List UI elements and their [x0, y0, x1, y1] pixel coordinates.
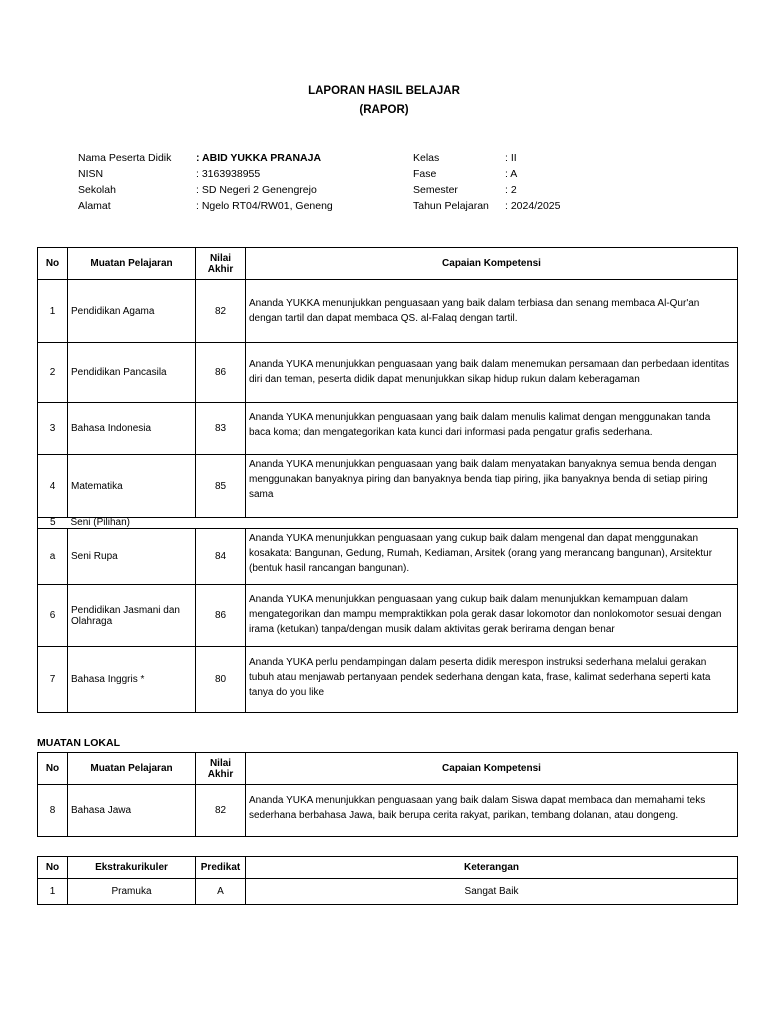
header-subject: Muatan Pelajaran	[68, 248, 196, 280]
row-score: 86	[196, 585, 246, 647]
table-row	[38, 280, 738, 343]
row-score: 80	[196, 647, 246, 713]
row-subject: Matematika	[68, 455, 196, 518]
row-subject: Pendidikan Agama	[68, 280, 196, 343]
semester-label: Semester	[413, 184, 458, 196]
school-year-value: : 2024/2025	[505, 200, 561, 212]
class-label: Kelas	[413, 152, 440, 164]
row-note: Sangat Baik	[246, 879, 738, 905]
table-row	[38, 647, 738, 713]
row-subject: Bahasa Indonesia	[68, 403, 196, 455]
header-competency: Capaian Kompetensi	[246, 753, 738, 785]
row-score: 86	[196, 343, 246, 403]
row-score: 85	[196, 455, 246, 518]
row-score: 82	[196, 280, 246, 343]
header-subject: Muatan Pelajaran	[68, 753, 196, 785]
seni-group-label: Seni (Pilihan)	[68, 518, 738, 529]
semester-value: : 2	[505, 184, 517, 196]
subjects-table	[37, 247, 738, 713]
report-title: LAPORAN HASIL BELAJAR	[308, 85, 460, 97]
header-no: No	[38, 753, 68, 785]
row-no: 7	[38, 647, 68, 713]
header-no: No	[38, 857, 68, 879]
row-subject: Pendidikan Jasmani dan Olahraga	[68, 585, 196, 647]
table-row	[38, 455, 738, 518]
address-label: Alamat	[78, 200, 111, 212]
table-row	[38, 529, 738, 585]
table-row	[38, 585, 738, 647]
address-value: : Ngelo RT04/RW01, Geneng	[196, 200, 333, 212]
header-competency: Capaian Kompetensi	[246, 248, 738, 280]
phase-label: Fase	[413, 168, 437, 180]
table-row	[38, 403, 738, 455]
row-score: 84	[196, 529, 246, 585]
row-no: 2	[38, 343, 68, 403]
table-row	[38, 879, 738, 905]
student-info-right	[413, 150, 560, 214]
table-row	[38, 785, 738, 837]
row-competency: Ananda YUKA menunjukkan penguasaan yang baik dalam menulis kalimat dengan menggunakan tanda baca koma; dan mengategorikan kata kunci dari informasi pada pengatur grafis sederhana.	[246, 403, 738, 455]
table-header-row	[38, 753, 738, 785]
class-value: : II	[505, 152, 517, 164]
row-extracurricular: Pramuka	[68, 879, 196, 905]
header-grade: Predikat	[196, 857, 246, 879]
row-competency: Ananda YUKKA menunjukkan penguasaan yang baik dalam terbiasa dan senang membaca Al-Qur'an dengan tartil dan dapat membaca QS. al-Falaq dengan tartil.	[246, 280, 738, 343]
row-no: 8	[38, 785, 68, 837]
row-score: 82	[196, 785, 246, 837]
row-subject: Bahasa Jawa	[68, 785, 196, 837]
row-competency: Ananda YUKA menunjukkan penguasaan yang cukup baik dalam menunjukkan kemampuan dalam mengategorikan dan mampu mempraktikkan pola gerak dasar lokomotor dan nonlokomotor sesuai dengan irama (ketukan) tanpa/dengan musik dalam aktivitas gerak berirama dengan benar	[246, 585, 738, 647]
nisn-value: : 3163938955	[196, 168, 261, 180]
row-grade: A	[196, 879, 246, 905]
school-label: Sekolah	[78, 184, 116, 196]
header-no: No	[38, 248, 68, 280]
nisn-label: NISN	[78, 168, 104, 180]
header-score: Nilai Akhir	[196, 248, 246, 280]
row-subject: Seni Rupa	[68, 529, 196, 585]
school-value: : SD Negeri 2 Genengrejo	[196, 184, 317, 196]
table-header-row	[38, 857, 738, 879]
row-no: 6	[38, 585, 68, 647]
student-name-value: : ABID YUKKA PRANAJA	[196, 152, 322, 164]
seni-group-no: 5	[38, 518, 68, 529]
row-competency: Ananda YUKA menunjukkan penguasaan yang cukup baik dalam mengenal dan dapat menggunakan kosakata: Bangunan, Gedung, Rumah, Kediaman, Arsitek (orang yang merancang bangunan), Arsitektur (bentuk hasil rancangan bangunan).	[246, 529, 738, 585]
row-competency: Ananda YUKA menunjukkan penguasaan yang baik dalam menyatakan banyaknya semua benda dengan menggunakan banyaknya piring dan banyaknya benda tiap piring, jika banyaknya benda di setiap piring sama	[246, 455, 738, 518]
row-competency: Ananda YUKA perlu pendampingan dalam peserta didik merespon instruksi sederhana melalui gerakan tubuh atau menjawab pertanyaan pendek sederhana dengan kata, frase, kalimat sederhana seperti kata tanya do you like	[246, 647, 738, 713]
header-score: Nilai Akhir	[196, 753, 246, 785]
table-header-row	[38, 248, 738, 280]
phase-value: : A	[505, 168, 518, 180]
seni-group-row	[38, 518, 738, 529]
row-subject: Bahasa Inggris *	[68, 647, 196, 713]
header-note: Keterangan	[246, 857, 738, 879]
local-subjects-table	[37, 752, 738, 837]
extracurricular-table	[37, 856, 738, 905]
header-extracurricular: Ekstrakurikuler	[68, 857, 196, 879]
row-no: 1	[38, 879, 68, 905]
row-no: a	[38, 529, 68, 585]
student-info-left	[78, 150, 333, 214]
report-subtitle: (RAPOR)	[359, 104, 409, 116]
student-name-label: Nama Peserta Didik	[78, 152, 172, 164]
local-content-heading: MUATAN LOKAL	[37, 737, 121, 749]
table-row	[38, 343, 738, 403]
row-competency: Ananda YUKA menunjukkan penguasaan yang baik dalam menemukan persamaan dan perbedaan identitas diri dan teman, peserta didik dapat menunjukkan sikap hidup rukun dalam keberagaman	[246, 343, 738, 403]
row-no: 4	[38, 455, 68, 518]
row-no: 1	[38, 280, 68, 343]
school-year-label: Tahun Pelajaran	[413, 200, 489, 212]
row-competency: Ananda YUKA menunjukkan penguasaan yang baik dalam Siswa dapat membaca dan memahami teks sederhana berbahasa Jawa, baik berupa cerita rakyat, parikan, tembang dolanan, atau dongeng.	[246, 785, 738, 837]
row-subject: Pendidikan Pancasila	[68, 343, 196, 403]
row-no: 3	[38, 403, 68, 455]
row-score: 83	[196, 403, 246, 455]
